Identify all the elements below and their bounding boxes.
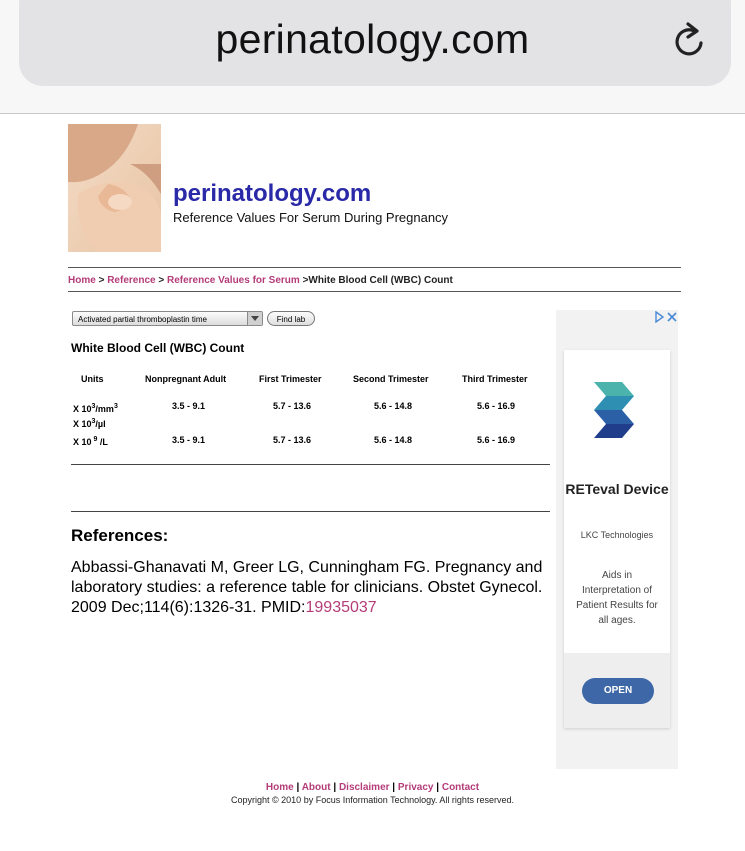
table-cell: 5.6 - 14.8 [374, 435, 413, 445]
breadcrumb-separator: > [95, 275, 108, 286]
references-heading: References: [71, 526, 169, 545]
footer-contact-link[interactable]: Contact [441, 782, 480, 793]
table-cell: 5.7 - 13.6 [273, 435, 312, 445]
page-subtitle: Reference Values For Serum During Pregnancy [173, 210, 449, 225]
unit-cell: X $10^3/mm^3$ [73, 403, 118, 414]
ad-banner[interactable] [556, 310, 678, 769]
unit-cell: X 10 $^9$ /L [73, 436, 108, 447]
table-cell: 3.5 - 9.1 [172, 435, 206, 445]
table-cell: 3.5 - 9.1 [172, 401, 206, 411]
browser-toolbar [0, 0, 745, 114]
table-cell: 5.7 - 13.6 [273, 401, 312, 411]
reload-icon[interactable] [671, 20, 709, 60]
breadcrumb-separator: > [155, 275, 167, 286]
table-header: Units [81, 374, 104, 384]
divider [68, 267, 681, 268]
breadcrumb-current: >White Blood Cell (WBC) Count [299, 275, 453, 286]
divider [71, 464, 550, 465]
footer-about-link[interactable]: About [301, 782, 331, 793]
footer-home-link[interactable]: Home [265, 782, 294, 793]
breadcrumb-serum-link[interactable]: Reference Values for Serum [166, 275, 300, 286]
breadcrumb [68, 275, 453, 286]
url-text[interactable]: perinatology.com [215, 16, 530, 62]
reteval-logo-icon [586, 372, 646, 446]
divider [71, 511, 550, 512]
footer-links: Home | About | Disclaimer | Privacy | Contact [265, 782, 480, 793]
table-header: First Trimester [259, 374, 322, 384]
footer-privacy-link[interactable]: Privacy [397, 782, 434, 793]
divider [68, 291, 681, 292]
adchoices-icon[interactable] [654, 311, 678, 323]
table-cell: 5.6 - 16.9 [477, 401, 516, 411]
table-header: Nonpregnant Adult [145, 374, 227, 384]
breadcrumb-home-link[interactable]: Home [68, 275, 96, 286]
footer-disclaimer-link[interactable]: Disclaimer [338, 782, 390, 793]
ad-card[interactable] [564, 350, 670, 728]
table-header: Third Trimester [462, 374, 528, 384]
ad-description: Aids in Interpretation of Patient Results for all ages. [576, 570, 658, 626]
ad-product-name: RETeval Device [565, 481, 669, 497]
ad-company: LKC Technologies [580, 530, 654, 540]
chevron-down-icon[interactable] [247, 312, 262, 325]
reference-citation: Abbassi-Ghanavati M, Greer LG, Cunningham FG. Pregnancy and laboratory studies: a reference table for clinicians. Obstet Gynecol. 2009 Dec;114(6):1326-31. PMID:19935037 [71, 559, 543, 616]
copyright: Copyright © 2010 by Focus Information Technology. All rights reserved. [231, 795, 514, 805]
table-cell: 5.6 - 14.8 [374, 401, 413, 411]
table-header: Second Trimester [353, 374, 429, 384]
unit-cell: X $10^3/\mu l$ [73, 418, 106, 429]
baby-hand-image [68, 124, 161, 252]
ad-open-button[interactable]: OPEN [582, 678, 654, 704]
lab-select[interactable] [72, 311, 263, 326]
breadcrumb-reference-link[interactable]: Reference [107, 275, 156, 286]
section-title: White Blood Cell (WBC) Count [71, 341, 245, 355]
lab-select-value: Activated partial thromboplastin time [78, 315, 207, 324]
site-title[interactable]: perinatology.com [173, 180, 372, 207]
table-cell: 5.6 - 16.9 [477, 435, 516, 445]
pmid-link[interactable]: 19935037 [305, 599, 377, 616]
find-lab-button[interactable]: Find lab [267, 311, 315, 326]
